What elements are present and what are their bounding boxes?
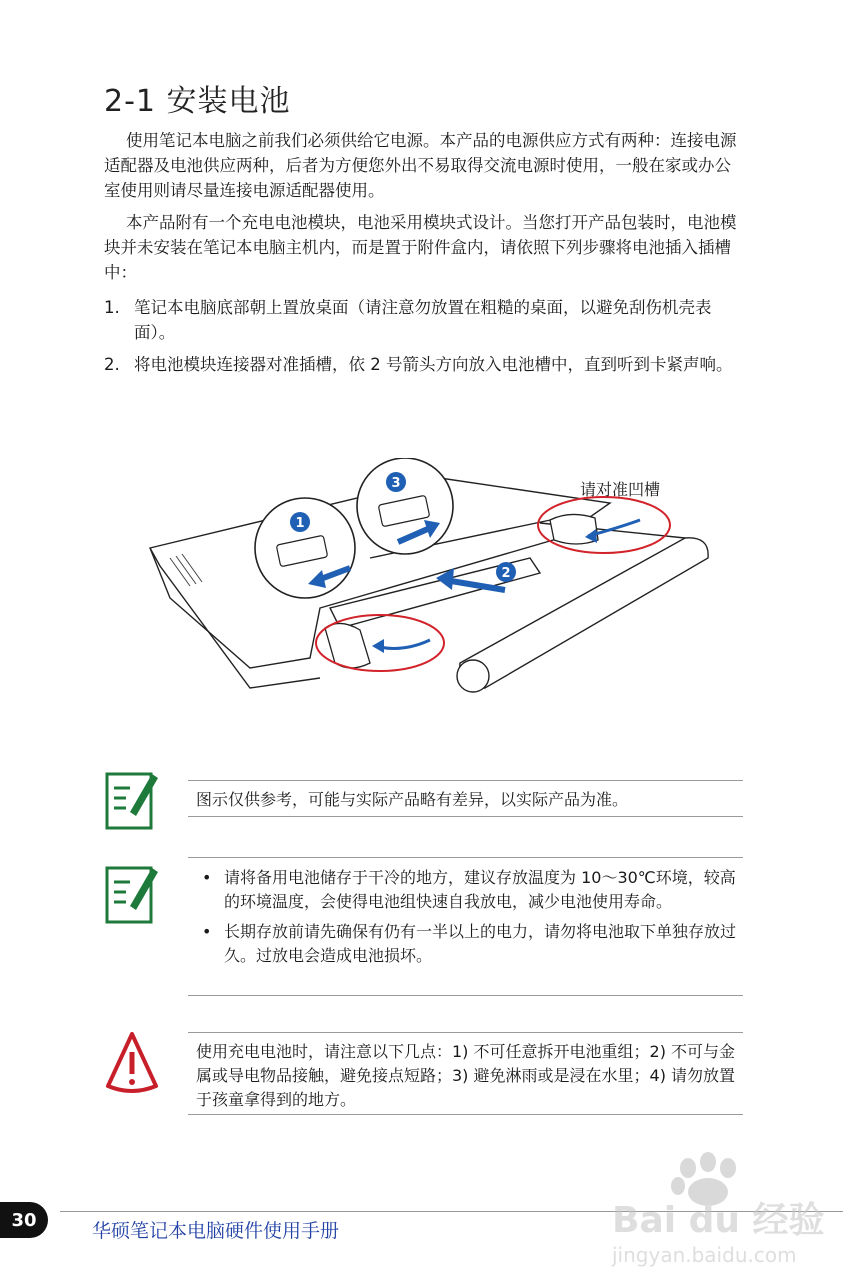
- step-text: 将电池模块连接器对准插槽，依 2 号箭头方向放入电池槽中，直到听到卡紧声响。: [134, 355, 733, 374]
- page-title: 2-1 安装电池: [104, 84, 291, 119]
- marker-1-label: 1: [295, 516, 305, 531]
- step-number: 2.: [104, 355, 120, 374]
- note-2-bullet-1: [196, 866, 744, 914]
- marker-2: [496, 562, 516, 582]
- note-1-text: 图示仅供参考，可能与实际产品略有差异，以实际产品为准。: [196, 790, 629, 809]
- bullet-text: 长期存放前请先确保有仍有一半以上的电力，请勿将电池取下单独存放过久。过放电会造成电池损坏。: [224, 922, 737, 965]
- intro-paragraph-1: 使用笔记本电脑之前我们必须供给它电源。本产品的电源供应方式有两种：连接电源适配器及电池供应两种，后者为方便您外出不易取得交流电源时使用，一般在家或办公室使用则请尽量连接电源适配器使用。: [104, 131, 737, 200]
- bullet-dot: •: [202, 922, 212, 941]
- warning-text: 使用充电电池时，请注意以下几点：1) 不可任意拆开电池重组；2) 不可与金属或导电物品接触，避免接点短路；3) 避免淋雨或是浸在水里；4) 请勿放置于孩童拿得到的地方。: [196, 1042, 736, 1109]
- step-number: 1.: [104, 298, 120, 317]
- bullet-dot: •: [202, 868, 212, 887]
- marker-2-label: 2: [501, 566, 511, 581]
- page-number: 30: [0, 1202, 48, 1238]
- battery-module: [457, 523, 708, 692]
- marker-3: [386, 472, 406, 492]
- step-text: 笔记本电脑底部朝上置放桌面（请注意勿放置在粗糙的桌面，以避免刮伤机壳表面）。: [134, 298, 712, 342]
- marker-1: [290, 512, 310, 532]
- bullet-text: 请将备用电池储存于干冷的地方，建议存放温度为 10～30℃环境，较高的环境温度，会使得电池组快速自我放电，减少电池使用寿命。: [224, 868, 736, 911]
- intro-paragraph-2: 本产品附有一个充电电池模块，电池采用模块式设计。当您打开产品包装时，电池模块并未安装在笔记本电脑主机内，而是置于附件盒内，请依照下列步骤将电池插入插槽中：: [104, 213, 737, 282]
- laptop-vents: [170, 554, 202, 586]
- warning-icon: [102, 1030, 162, 1096]
- watermark-url: jingyan.baidu.com: [612, 1243, 797, 1267]
- step-1: [104, 295, 744, 345]
- note-1-bottom-rule: [188, 816, 743, 817]
- paw-icon: [671, 1152, 736, 1206]
- step-2: [104, 352, 744, 377]
- warning-bottom-rule: [188, 1114, 743, 1115]
- baidu-watermark: [608, 1150, 838, 1270]
- note-1-top-rule: [188, 780, 743, 781]
- note-2-bottom-rule: [188, 995, 743, 996]
- note-2-bullet-2: [196, 920, 744, 968]
- note-2-list: [196, 866, 744, 974]
- marker-3-label: 3: [391, 476, 401, 491]
- footer-manual-title: 华硕笔记本电脑硬件使用手册: [92, 1220, 340, 1242]
- watermark-brand: Bai du 经验: [612, 1200, 825, 1241]
- figure-callout-label: 请对准凹槽: [580, 480, 661, 499]
- note-icon: [104, 768, 160, 832]
- arrow-head-icon: [372, 639, 384, 653]
- note-2-top-rule: [188, 857, 743, 858]
- note-icon: [104, 862, 160, 926]
- warning-top-rule: [188, 1032, 743, 1033]
